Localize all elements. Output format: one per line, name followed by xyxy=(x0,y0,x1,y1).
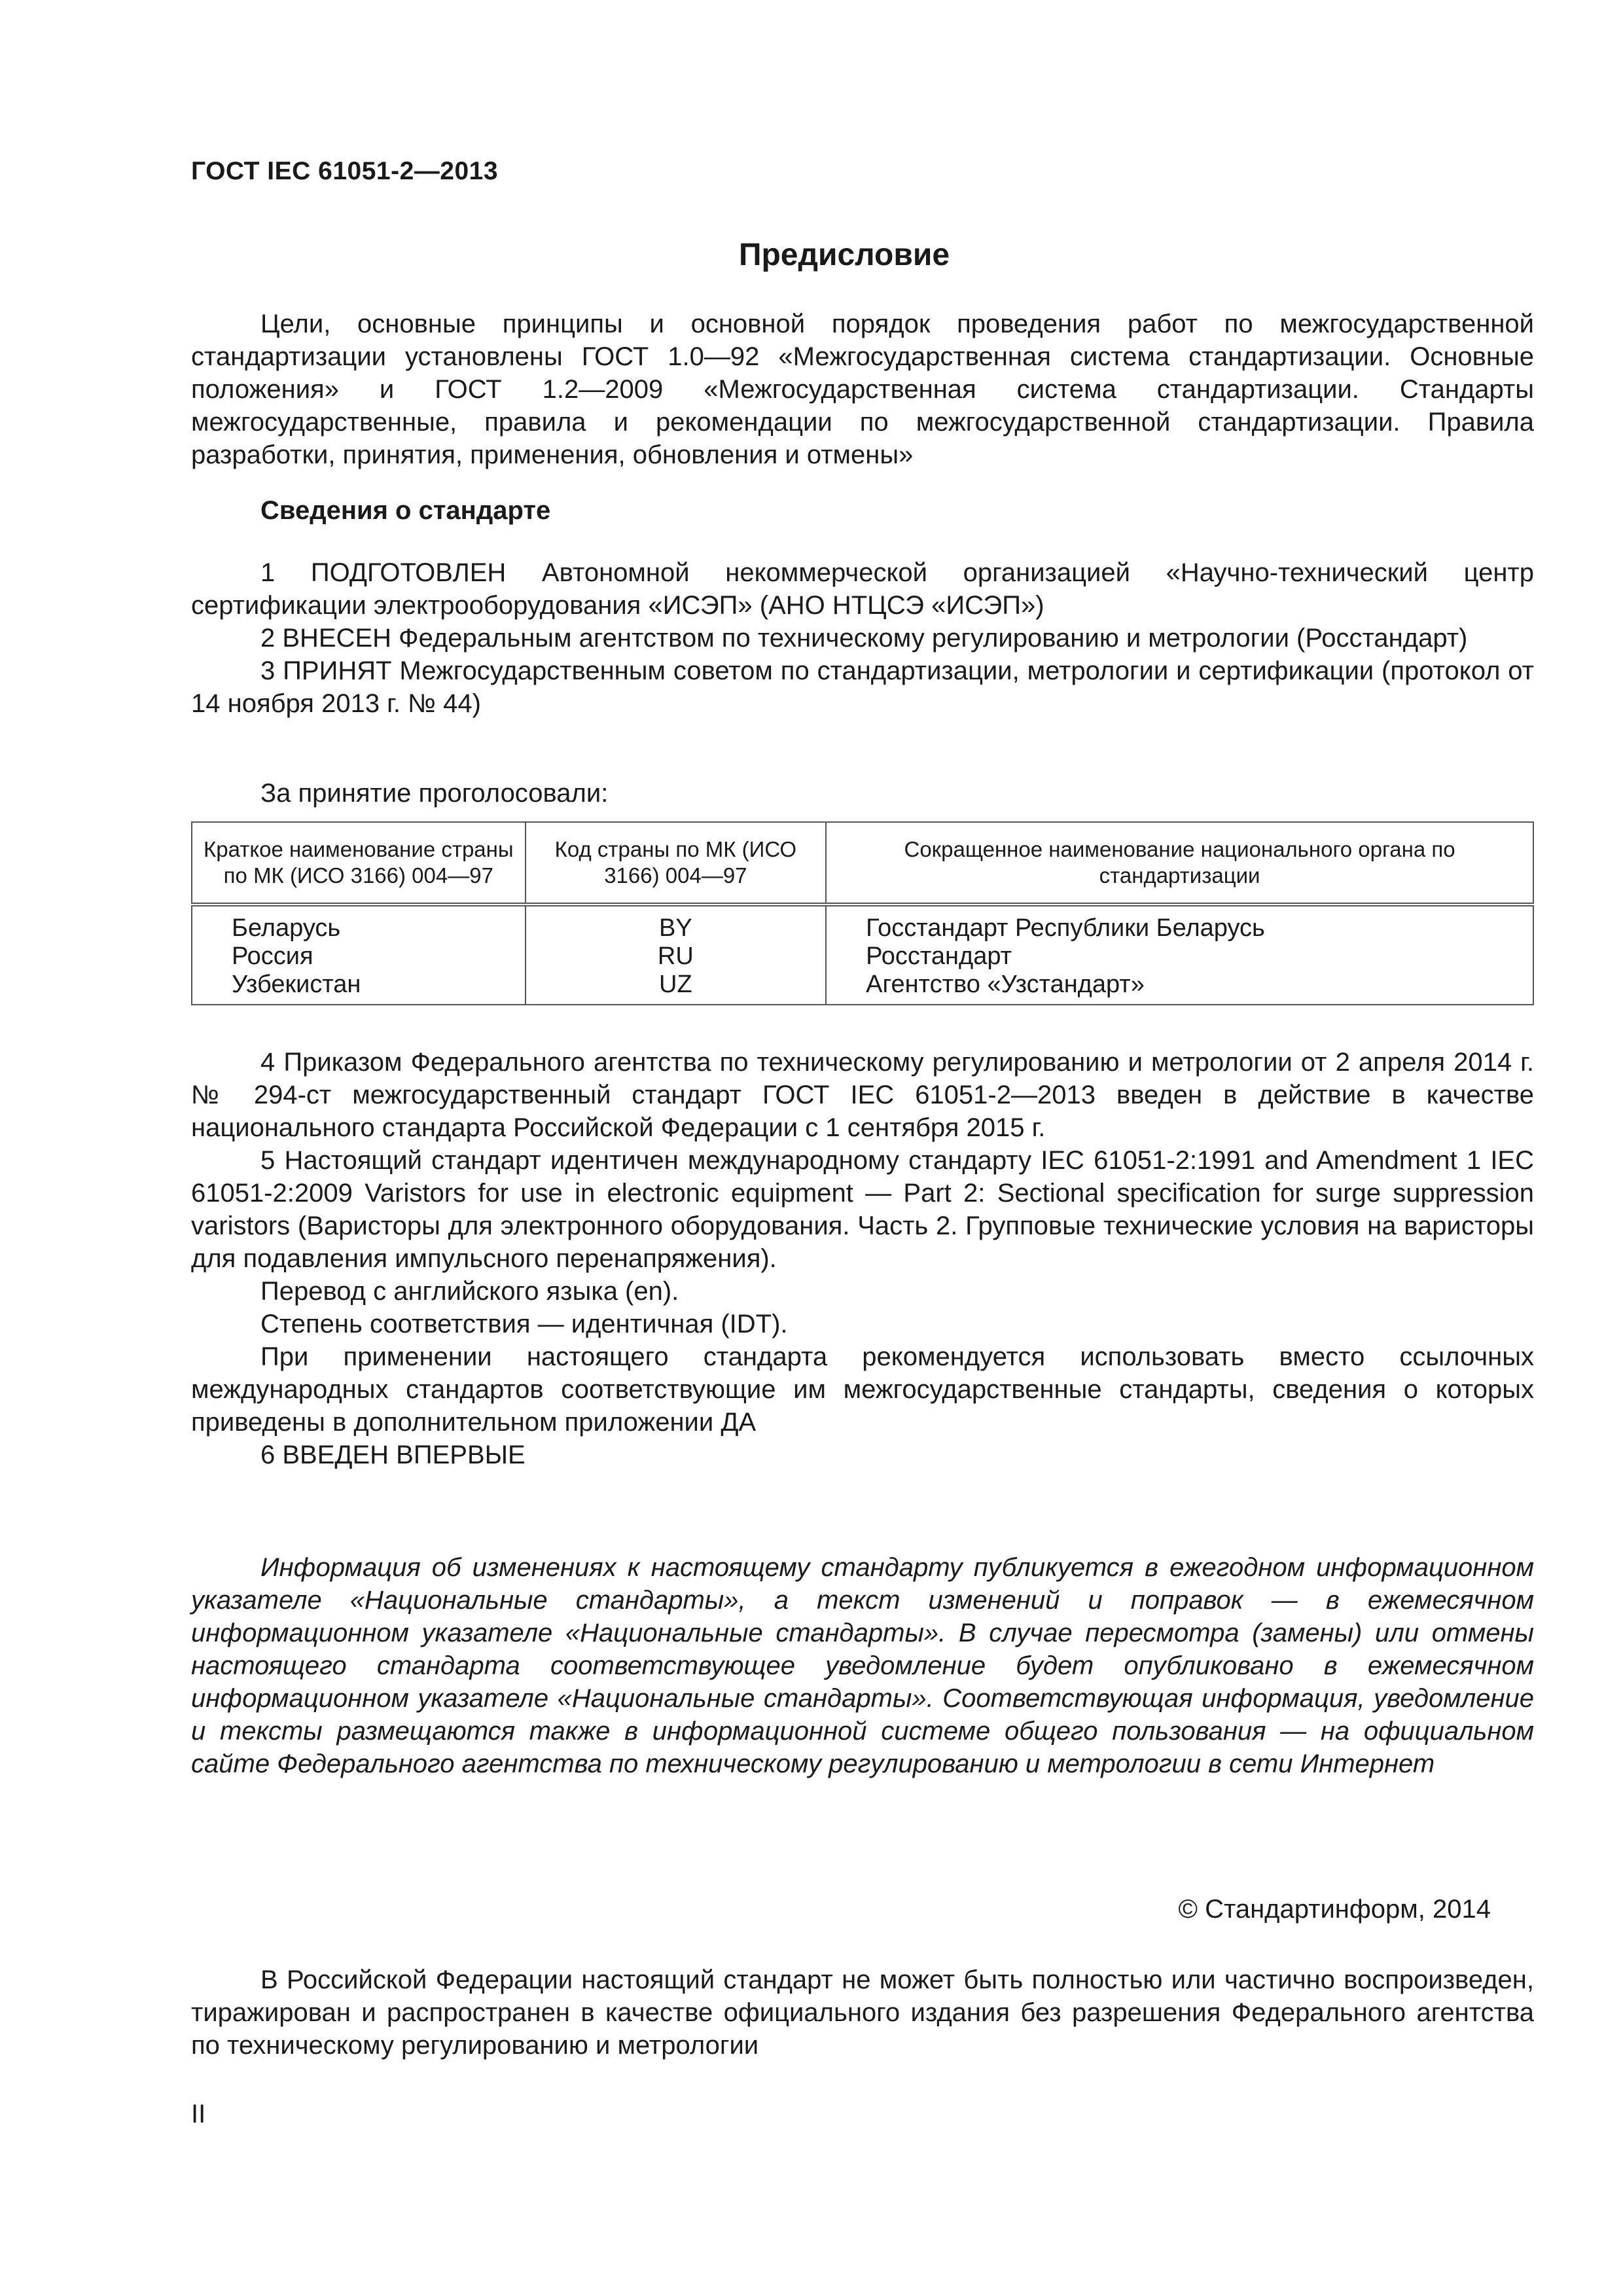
code-cell xyxy=(526,905,827,1005)
restriction-text: В Российской Федерации настоящий стандарт не может быть полностью или частично воспроизведен, тиражирован и распространен в качестве официального издания без разрешения Федерального агентства по техническому регулированию и метрологии xyxy=(191,1965,1534,2060)
country-name: Узбекистан xyxy=(232,971,361,998)
references-note: При применении настоящего стандарта рекомендуется использовать вместо ссылочных международных стандартов соответствующие им межгосударственные стандарты, сведения о которых приведены в дополнительном приложении ДА xyxy=(191,1342,1534,1437)
org-name: Росстандарт xyxy=(866,942,1012,970)
info-items-bottom xyxy=(191,1046,1534,1471)
country-cell xyxy=(192,905,526,1005)
country-name: Россия xyxy=(232,942,313,970)
page-number: II xyxy=(191,2100,206,2128)
info-item-2: 2 ВНЕСЕН Федеральным агентством по техническому регулированию и метрологии (Росстандарт) xyxy=(260,624,1468,653)
org-name: Агентство «Узстандарт» xyxy=(866,971,1145,998)
document-code-header: ГОСТ IEC 61051-2—2013 xyxy=(191,157,499,185)
column-header-country: Краткое наименование страны по МК (ИСО 3166) 004—97 xyxy=(192,822,526,905)
column-header-org: Сокращенное наименование национального органа по стандартизации xyxy=(826,822,1533,905)
org-name: Госстандарт Республики Беларусь xyxy=(866,914,1265,942)
info-item-6: 6 ВВЕДЕН ВПЕРВЫЕ xyxy=(260,1441,526,1469)
info-item-5: 5 Настоящий стандарт идентичен международному стандарту IEC 61051-2:1991 and Amendment 1 IEC 61051-2:2009 Varistors for use in electronic equipment — Part 2: Sectional specification for surge suppression varistors (Варисторы для электронного оборудования. Часть 2. Групповые технические условия на варисторы для подавления импульсного перенапряжения). xyxy=(191,1146,1534,1273)
standard-info-heading: Сведения о стандарте xyxy=(260,496,551,525)
country-code: BY xyxy=(659,914,692,942)
org-cell xyxy=(826,905,1533,1005)
country-code: RU xyxy=(657,942,694,970)
intro-paragraph xyxy=(191,308,1534,471)
copyright-line: © Стандартинформ, 2014 xyxy=(1178,1895,1491,1924)
vote-label: За принятие проголосовали: xyxy=(260,779,609,808)
voting-countries-table xyxy=(191,821,1534,1005)
info-items-top xyxy=(191,556,1534,720)
info-item-4: 4 Приказом Федерального агентства по техническому регулированию и метрологии от 2 апреля 2014 г. № 294-ст межгосударственный стандарт ГОСТ IEC 61051-2—2013 введен в действие в качестве национального стандарта Российской Федерации с 1 сентября 2015 г. xyxy=(191,1048,1534,1142)
column-header-code: Код страны по МК (ИСО 3166) 004—97 xyxy=(526,822,827,905)
info-item-1: 1 ПОДГОТОВЛЕН Автономной некоммерческой организацией «Научно-технический центр сертификации электрооборудования «ИСЭП» (АНО НТЦСЭ «ИСЭП») xyxy=(191,558,1534,620)
info-item-3: 3 ПРИНЯТ Межгосударственным советом по стандартизации, метрологии и сертификации (протокол от 14 ноября 2013 г. № 44) xyxy=(191,656,1534,718)
conformity-note: Степень соответствия — идентичная (IDT). xyxy=(260,1310,788,1338)
translation-note: Перевод с английского языка (en). xyxy=(260,1277,679,1306)
reproduction-restriction xyxy=(191,1964,1534,2062)
country-code: UZ xyxy=(659,971,692,998)
country-name: Беларусь xyxy=(232,914,341,942)
table-row xyxy=(192,905,1533,1005)
changes-notice xyxy=(191,1551,1534,1780)
page-title: Предисловие xyxy=(738,238,950,272)
changes-notice-text: Информация об изменениях к настоящему стандарту публикуется в ежегодном информационном указателе «Национальные стандарты», а текст изменений и поправок — в ежемесячном информационном указателе «Национальные стандарты». В случае пересмотра (замены) или отмены настоящего стандарта соответствующее уведомление будет опубликовано в ежемесячном информационном указателе «Национальные стандарты». Соответствующая информация, уведомление и тексты размещаются также в информационной системе общего пользования — на официальном сайте Федерального агентства по техническому регулированию и метрологии в сети Интернет xyxy=(191,1553,1534,1778)
table-header-row xyxy=(192,822,1533,905)
intro-text: Цели, основные принципы и основной порядок проведения работ по межгосударственной стандартизации установлены ГОСТ 1.0—92 «Межгосударственная система стандартизации. Основные положения» и ГОСТ 1.2—2009 «Межгосударственная система стандартизации. Стандарты межгосударственные, правила и рекомендации по межгосударственной стандартизации. Правила разработки, принятия, применения, обновления и отмены» xyxy=(191,310,1534,469)
